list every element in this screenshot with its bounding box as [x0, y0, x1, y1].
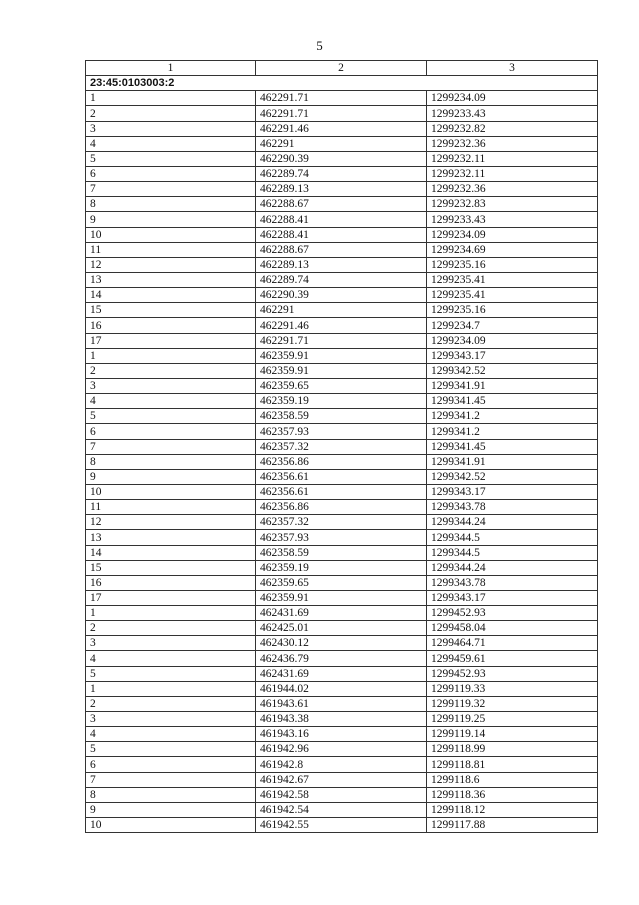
x-coordinate-cell: 462359.65 [256, 378, 427, 393]
x-coordinate-cell: 462359.91 [256, 348, 427, 363]
y-coordinate-cell: 1299232.82 [427, 121, 598, 136]
table-row [86, 136, 598, 151]
x-coordinate-cell: 462356.61 [256, 484, 427, 499]
point-number-cell: 14 [86, 288, 256, 303]
y-coordinate-cell: 1299118.81 [427, 757, 598, 772]
y-coordinate-cell: 1299234.09 [427, 227, 598, 242]
table-row [86, 151, 598, 166]
table-row [86, 515, 598, 530]
table-row [86, 802, 598, 817]
x-coordinate-cell: 462358.59 [256, 409, 427, 424]
point-number-cell: 17 [86, 590, 256, 605]
point-number-cell: 3 [86, 636, 256, 651]
x-coordinate-cell: 462291.71 [256, 333, 427, 348]
point-number-cell: 11 [86, 242, 256, 257]
point-number-cell: 1 [86, 348, 256, 363]
table-row [86, 272, 598, 287]
y-coordinate-cell: 1299341.2 [427, 409, 598, 424]
x-coordinate-cell: 462359.91 [256, 590, 427, 605]
point-number-cell: 8 [86, 787, 256, 802]
table-row [86, 484, 598, 499]
point-number-cell: 6 [86, 757, 256, 772]
table-row [86, 212, 598, 227]
y-coordinate-cell: 1299344.5 [427, 545, 598, 560]
y-coordinate-cell: 1299342.52 [427, 363, 598, 378]
x-coordinate-cell: 462357.32 [256, 515, 427, 530]
y-coordinate-cell: 1299233.43 [427, 212, 598, 227]
y-coordinate-cell: 1299232.11 [427, 166, 598, 181]
y-coordinate-cell: 1299458.04 [427, 621, 598, 636]
x-coordinate-cell: 462290.39 [256, 151, 427, 166]
point-number-cell: 6 [86, 166, 256, 181]
x-coordinate-cell: 462356.61 [256, 469, 427, 484]
point-number-cell: 3 [86, 121, 256, 136]
x-coordinate-cell: 462357.93 [256, 530, 427, 545]
table-row [86, 545, 598, 560]
y-coordinate-cell: 1299235.41 [427, 288, 598, 303]
y-coordinate-cell: 1299118.12 [427, 802, 598, 817]
table-row [86, 182, 598, 197]
y-coordinate-cell: 1299119.32 [427, 696, 598, 711]
y-coordinate-cell: 1299232.36 [427, 182, 598, 197]
cadastral-number: 23:45:0103003:2 [86, 76, 598, 91]
y-coordinate-cell: 1299464.71 [427, 636, 598, 651]
coordinates-table [85, 60, 598, 833]
table-row [86, 121, 598, 136]
x-coordinate-cell: 462359.91 [256, 363, 427, 378]
x-coordinate-cell: 461942.54 [256, 802, 427, 817]
table-row [86, 91, 598, 106]
table-row [86, 727, 598, 742]
point-number-cell: 5 [86, 742, 256, 757]
table-row [86, 288, 598, 303]
x-coordinate-cell: 462289.13 [256, 257, 427, 272]
point-number-cell: 13 [86, 530, 256, 545]
x-coordinate-cell: 462357.93 [256, 424, 427, 439]
table-row [86, 666, 598, 681]
point-number-cell: 12 [86, 257, 256, 272]
table-row [86, 227, 598, 242]
y-coordinate-cell: 1299235.41 [427, 272, 598, 287]
point-number-cell: 17 [86, 333, 256, 348]
x-coordinate-cell: 461943.16 [256, 727, 427, 742]
table-row [86, 742, 598, 757]
x-coordinate-cell: 462356.86 [256, 454, 427, 469]
y-coordinate-cell: 1299344.24 [427, 560, 598, 575]
x-coordinate-cell: 461942.8 [256, 757, 427, 772]
point-number-cell: 2 [86, 363, 256, 378]
table-row [86, 560, 598, 575]
table-row [86, 636, 598, 651]
y-coordinate-cell: 1299235.16 [427, 257, 598, 272]
x-coordinate-cell: 462288.67 [256, 197, 427, 212]
point-number-cell: 11 [86, 500, 256, 515]
x-coordinate-cell: 462288.41 [256, 212, 427, 227]
x-coordinate-cell: 462288.67 [256, 242, 427, 257]
y-coordinate-cell: 1299117.88 [427, 818, 598, 833]
point-number-cell: 12 [86, 515, 256, 530]
x-coordinate-cell: 461942.55 [256, 818, 427, 833]
point-number-cell: 8 [86, 197, 256, 212]
point-number-cell: 10 [86, 818, 256, 833]
table-row [86, 621, 598, 636]
point-number-cell: 14 [86, 545, 256, 560]
point-number-cell: 4 [86, 727, 256, 742]
point-number-cell: 7 [86, 439, 256, 454]
x-coordinate-cell: 462289.13 [256, 182, 427, 197]
point-number-cell: 9 [86, 802, 256, 817]
table-row [86, 575, 598, 590]
y-coordinate-cell: 1299234.69 [427, 242, 598, 257]
x-coordinate-cell: 462289.74 [256, 272, 427, 287]
table-row [86, 772, 598, 787]
y-coordinate-cell: 1299343.17 [427, 484, 598, 499]
x-coordinate-cell: 462291 [256, 303, 427, 318]
table-row [86, 454, 598, 469]
point-number-cell: 15 [86, 303, 256, 318]
table-row [86, 439, 598, 454]
x-coordinate-cell: 462431.69 [256, 606, 427, 621]
y-coordinate-cell: 1299452.93 [427, 666, 598, 681]
x-coordinate-cell: 462288.41 [256, 227, 427, 242]
table-row [86, 757, 598, 772]
column-header-3: 3 [427, 61, 598, 76]
point-number-cell: 4 [86, 394, 256, 409]
x-coordinate-cell: 462291.71 [256, 91, 427, 106]
point-number-cell: 1 [86, 606, 256, 621]
table-row [86, 197, 598, 212]
x-coordinate-cell: 462359.65 [256, 575, 427, 590]
y-coordinate-cell: 1299342.52 [427, 469, 598, 484]
table-row [86, 303, 598, 318]
y-coordinate-cell: 1299233.43 [427, 106, 598, 121]
y-coordinate-cell: 1299343.17 [427, 590, 598, 605]
x-coordinate-cell: 462359.19 [256, 560, 427, 575]
x-coordinate-cell: 462436.79 [256, 651, 427, 666]
y-coordinate-cell: 1299343.17 [427, 348, 598, 363]
x-coordinate-cell: 461942.58 [256, 787, 427, 802]
point-number-cell: 3 [86, 712, 256, 727]
table-row [86, 818, 598, 833]
point-number-cell: 2 [86, 106, 256, 121]
point-number-cell: 15 [86, 560, 256, 575]
page-number: 5 [316, 38, 323, 53]
y-coordinate-cell: 1299341.45 [427, 394, 598, 409]
point-number-cell: 7 [86, 182, 256, 197]
y-coordinate-cell: 1299341.91 [427, 454, 598, 469]
x-coordinate-cell: 462430.12 [256, 636, 427, 651]
table-row [86, 242, 598, 257]
point-number-cell: 6 [86, 424, 256, 439]
point-number-cell: 16 [86, 318, 256, 333]
y-coordinate-cell: 1299119.33 [427, 681, 598, 696]
x-coordinate-cell: 462425.01 [256, 621, 427, 636]
point-number-cell: 4 [86, 136, 256, 151]
y-coordinate-cell: 1299118.99 [427, 742, 598, 757]
y-coordinate-cell: 1299341.2 [427, 424, 598, 439]
table-row [86, 606, 598, 621]
point-number-cell: 1 [86, 91, 256, 106]
point-number-cell: 10 [86, 484, 256, 499]
table-row [86, 469, 598, 484]
point-number-cell: 4 [86, 651, 256, 666]
point-number-cell: 9 [86, 469, 256, 484]
table-row [86, 166, 598, 181]
y-coordinate-cell: 1299234.09 [427, 91, 598, 106]
y-coordinate-cell: 1299119.14 [427, 727, 598, 742]
table-row [86, 500, 598, 515]
table-row [86, 681, 598, 696]
point-number-cell: 5 [86, 151, 256, 166]
y-coordinate-cell: 1299232.36 [427, 136, 598, 151]
x-coordinate-cell: 462356.86 [256, 500, 427, 515]
x-coordinate-cell: 462291.71 [256, 106, 427, 121]
x-coordinate-cell: 461943.61 [256, 696, 427, 711]
y-coordinate-cell: 1299344.5 [427, 530, 598, 545]
table-row [86, 318, 598, 333]
y-coordinate-cell: 1299459.61 [427, 651, 598, 666]
x-coordinate-cell: 462358.59 [256, 545, 427, 560]
x-coordinate-cell: 462290.39 [256, 288, 427, 303]
x-coordinate-cell: 462431.69 [256, 666, 427, 681]
x-coordinate-cell: 461944.02 [256, 681, 427, 696]
section-label-row [86, 76, 598, 91]
point-number-cell: 2 [86, 696, 256, 711]
x-coordinate-cell: 461942.67 [256, 772, 427, 787]
point-number-cell: 3 [86, 378, 256, 393]
table-row [86, 787, 598, 802]
table-row [86, 424, 598, 439]
table-row [86, 257, 598, 272]
coordinates-table-body [86, 61, 598, 833]
y-coordinate-cell: 1299452.93 [427, 606, 598, 621]
point-number-cell: 2 [86, 621, 256, 636]
x-coordinate-cell: 462289.74 [256, 166, 427, 181]
table-row [86, 409, 598, 424]
y-coordinate-cell: 1299343.78 [427, 500, 598, 515]
table-row [86, 696, 598, 711]
table-row [86, 348, 598, 363]
y-coordinate-cell: 1299344.24 [427, 515, 598, 530]
table-row [86, 106, 598, 121]
x-coordinate-cell: 462291 [256, 136, 427, 151]
x-coordinate-cell: 462359.19 [256, 394, 427, 409]
y-coordinate-cell: 1299119.25 [427, 712, 598, 727]
y-coordinate-cell: 1299118.36 [427, 787, 598, 802]
table-row [86, 651, 598, 666]
point-number-cell: 7 [86, 772, 256, 787]
x-coordinate-cell: 462357.32 [256, 439, 427, 454]
y-coordinate-cell: 1299235.16 [427, 303, 598, 318]
table-row [86, 590, 598, 605]
point-number-cell: 8 [86, 454, 256, 469]
y-coordinate-cell: 1299341.91 [427, 378, 598, 393]
point-number-cell: 5 [86, 666, 256, 681]
table-header-row [86, 61, 598, 76]
x-coordinate-cell: 461943.38 [256, 712, 427, 727]
y-coordinate-cell: 1299341.45 [427, 439, 598, 454]
y-coordinate-cell: 1299118.6 [427, 772, 598, 787]
table-row [86, 712, 598, 727]
x-coordinate-cell: 462291.46 [256, 121, 427, 136]
column-header-1: 1 [86, 61, 256, 76]
y-coordinate-cell: 1299232.83 [427, 197, 598, 212]
point-number-cell: 13 [86, 272, 256, 287]
point-number-cell: 1 [86, 681, 256, 696]
column-header-2: 2 [256, 61, 427, 76]
table-row [86, 378, 598, 393]
y-coordinate-cell: 1299343.78 [427, 575, 598, 590]
point-number-cell: 16 [86, 575, 256, 590]
x-coordinate-cell: 461942.96 [256, 742, 427, 757]
point-number-cell: 10 [86, 227, 256, 242]
y-coordinate-cell: 1299232.11 [427, 151, 598, 166]
table-row [86, 363, 598, 378]
x-coordinate-cell: 462291.46 [256, 318, 427, 333]
table-row [86, 530, 598, 545]
point-number-cell: 5 [86, 409, 256, 424]
table-row [86, 333, 598, 348]
y-coordinate-cell: 1299234.7 [427, 318, 598, 333]
table-row [86, 394, 598, 409]
point-number-cell: 9 [86, 212, 256, 227]
y-coordinate-cell: 1299234.09 [427, 333, 598, 348]
